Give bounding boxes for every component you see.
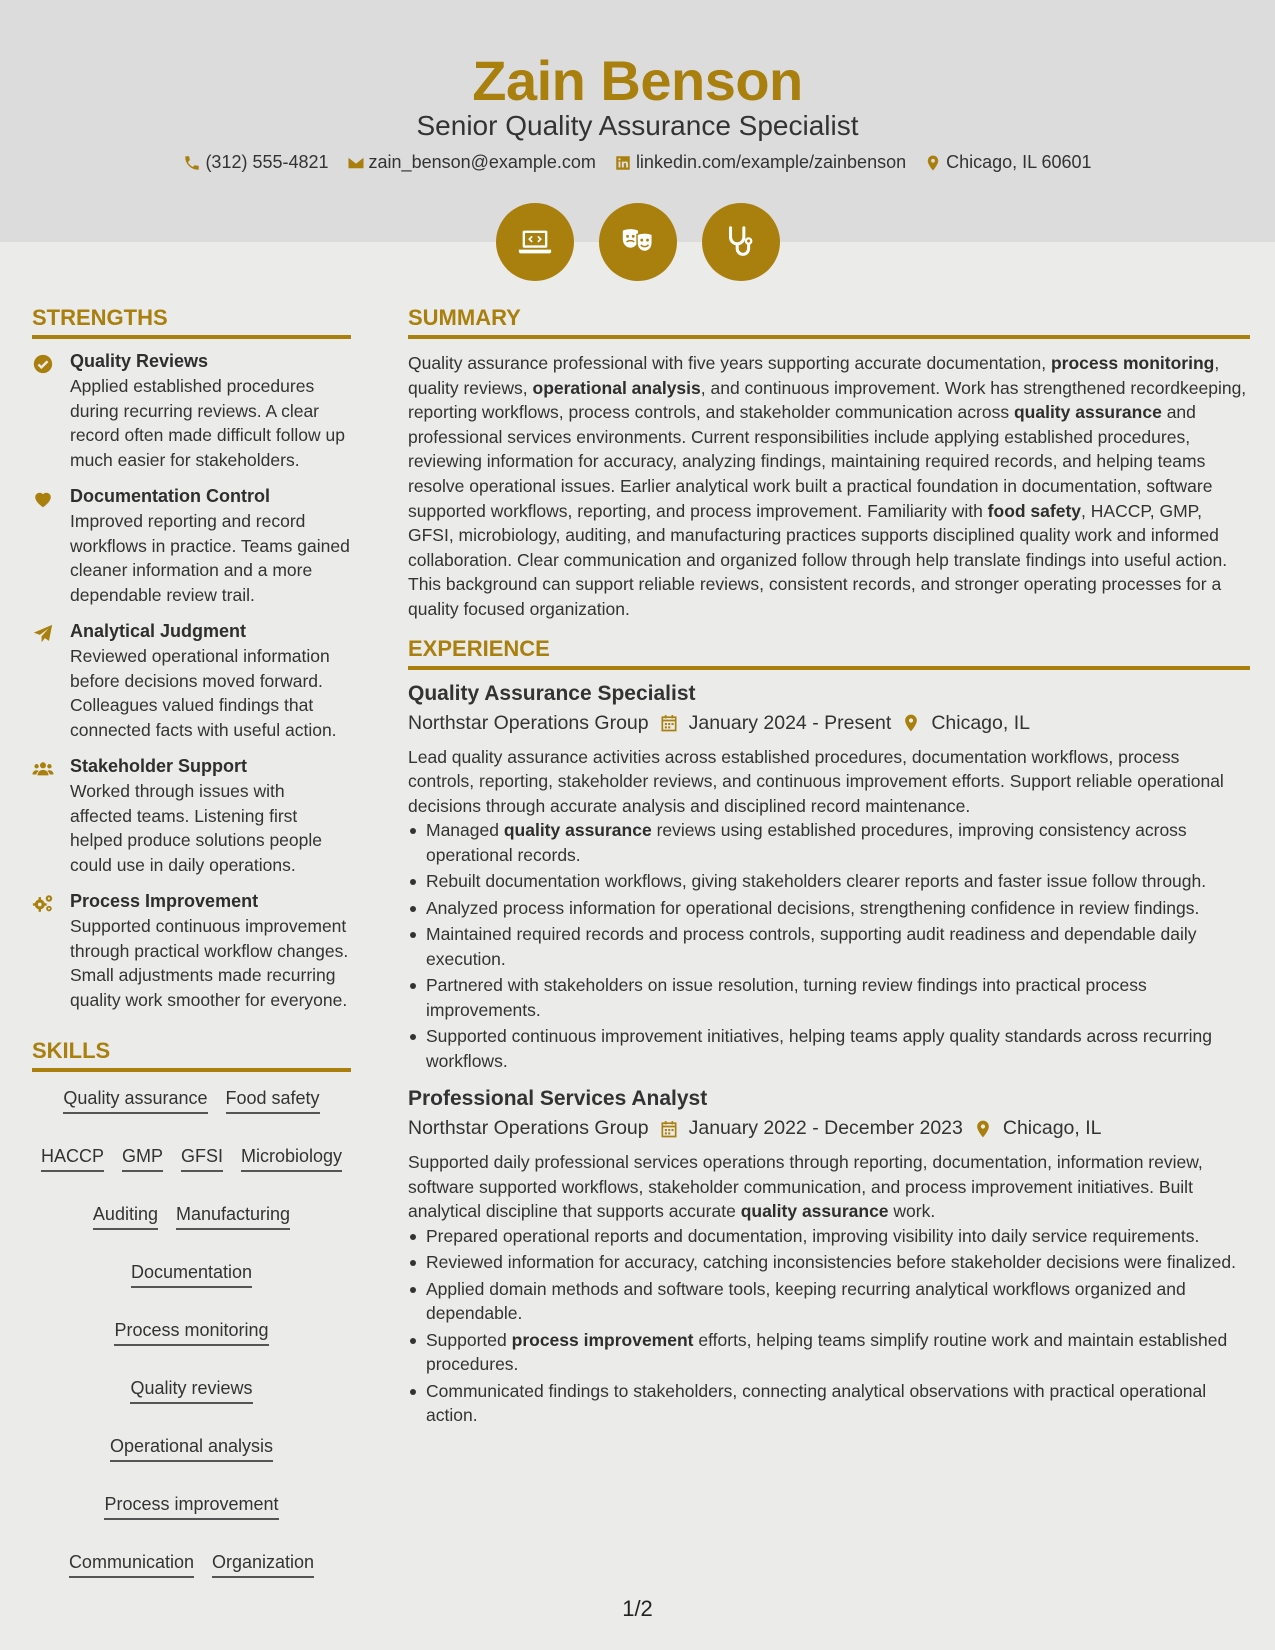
job-dates: January 2022 - December 2023 (688, 1117, 963, 1140)
job-bullet-segment: Rebuilt documentation workflows, giving stakeholders clearer reports and faster issue follow through. (426, 871, 1207, 892)
skills-list (32, 1084, 351, 1578)
job-bullet (408, 973, 1250, 1022)
summary-keyword: food safety (987, 500, 1082, 521)
location-pin-icon (901, 713, 921, 733)
summary-keyword: quality assurance (1013, 402, 1162, 423)
left-column (32, 305, 351, 1578)
skill-tag: Quality assurance (63, 1088, 207, 1114)
strengths-heading: STRENGTHS (32, 305, 351, 339)
strength-item (32, 351, 351, 472)
job-bullet (408, 1250, 1250, 1275)
check-circle-icon (32, 353, 54, 375)
linkedin-icon (614, 154, 632, 172)
phone-icon (183, 154, 201, 172)
job-bullet-segment: Partnered with stakeholders on issue resolution, turning review findings into practical process improvements. (426, 975, 1147, 1020)
candidate-role: Senior Quality Assurance Specialist (416, 110, 859, 141)
job-bullet (408, 818, 1250, 867)
skill-tag: Auditing (93, 1204, 158, 1230)
job-title: Professional Services Analyst (408, 1087, 708, 1111)
job-dates: January 2024 - Present (688, 711, 892, 734)
job-meta (408, 1117, 1250, 1140)
summary-segment: Quality assurance professional with five years supporting accurate documentation, (408, 353, 1051, 373)
summary-segment: and professional services environments. Current responsibilities include applying established procedures, reviewing information for accuracy, analyzing findings, maintaining required records, and helping teams resolve operational issues. Earlier analytical work built a practical foundation in documentation, software supported workflows, reporting, and process improvement. Familiarity with (408, 402, 1213, 521)
skill-tag: Communication (69, 1552, 194, 1578)
contact-location (924, 152, 1091, 173)
job-bullet-keyword: process improvement (511, 1329, 694, 1350)
skill-tag: HACCP (41, 1146, 104, 1172)
job-description (408, 745, 1250, 819)
job-bullet-segment: Communicated findings to stakeholders, connecting analytical observations with practical operational action. (426, 1380, 1207, 1426)
experience-list (408, 682, 1250, 1428)
strength-item (32, 486, 351, 607)
contact-phone[interactable] (183, 152, 328, 173)
job-company: Northstar Operations Group (408, 1117, 649, 1140)
job-bullet-segment: Supported continuous improvement initiatives, helping teams apply quality standards across recurring workflows. (426, 1026, 1212, 1071)
right-column (408, 305, 1250, 1442)
interest-badges (0, 203, 1275, 281)
heart-icon (32, 488, 54, 510)
job-bullet (408, 1379, 1250, 1428)
candidate-name: Zain Benson (472, 49, 803, 112)
summary-keyword: operational analysis (532, 377, 701, 398)
strength-title: Documentation Control (70, 486, 270, 506)
job-description-segment: Lead quality assurance activities across established procedures, documentation workflows, process controls, reporting, stakeholder reviews, and continuous improvement efforts. Support reliable operational decisions through accurate analysis and disciplined record maintenance. (408, 746, 1224, 816)
job-bullet (408, 1224, 1250, 1249)
strength-title: Quality Reviews (70, 351, 209, 371)
summary-keyword: process monitoring (1050, 353, 1215, 373)
skill-tag: Process monitoring (114, 1320, 268, 1346)
job-entry (408, 682, 1250, 1074)
stethoscope-icon (722, 223, 760, 261)
job-bullets (408, 818, 1250, 1073)
job-description-segment: Supported daily professional services operations through reporting, documentation, information review, software supported workflows, stakeholder communication, and process improvement initiatives. Built analytical discipline that supports accurate (408, 1152, 1203, 1222)
laptop-code-icon (516, 223, 554, 261)
contact-bar (0, 152, 1275, 173)
job-bullet-keyword: quality assurance (503, 820, 652, 841)
job-bullets (408, 1224, 1250, 1428)
job-bullet (408, 1277, 1250, 1326)
job-description (408, 1150, 1250, 1224)
job-bullet (408, 869, 1250, 894)
contact-location-text: Chicago, IL 60601 (946, 152, 1092, 172)
job-bullet-segment: Maintained required records and process controls, supporting audit readiness and dependable daily execution. (426, 924, 1197, 969)
skill-tag: Process improvement (104, 1494, 278, 1520)
skill-tag: GMP (122, 1146, 163, 1172)
contact-phone-text: (312) 555-4821 (205, 152, 329, 172)
strength-text: Improved reporting and record workflows in practice. Teams gained cleaner information and a more dependable review trail. (70, 511, 350, 605)
job-bullet (408, 922, 1250, 971)
strength-item (32, 756, 351, 877)
skill-tag: Documentation (131, 1262, 252, 1288)
strength-text: Reviewed operational information before decisions moved forward. Colleagues valued findings that connected facts with useful action. (70, 646, 337, 740)
job-bullet-segment: reviews using established procedures, improving consistency across operational records. (426, 820, 1187, 865)
job-bullet-segment: Prepared operational reports and documentation, improving visibility into daily service requirements. (426, 1225, 1200, 1246)
job-meta (408, 712, 1250, 735)
skills-heading: SKILLS (32, 1038, 351, 1072)
strength-text: Supported continuous improvement through practical workflow changes. Small adjustments made recurring quality work smoother for everyone. (70, 916, 349, 1010)
location-pin-icon (924, 154, 942, 172)
job-bullet-segment: efforts, helping teams simplify routine work and maintain established procedures. (426, 1329, 1228, 1375)
job-bullet-segment: Reviewed information for accuracy, catching inconsistencies before stakeholder decisions were finalized. (426, 1252, 1236, 1273)
job-bullet-segment: Supported (426, 1329, 512, 1350)
theater-masks-icon (619, 223, 657, 261)
skill-tag: Operational analysis (110, 1436, 273, 1462)
strength-text: Applied established procedures during recurring reviews. A clear record often made difficult follow up much easier for stakeholders. (70, 376, 345, 470)
envelope-icon (347, 154, 365, 172)
job-bullet (408, 896, 1250, 921)
strength-title: Analytical Judgment (70, 621, 247, 641)
job-bullet (408, 1328, 1250, 1377)
calendar-icon (659, 713, 679, 733)
job-bullet-segment: Applied domain methods and software tools, keeping recurring analytical workflows organized and dependable. (426, 1278, 1186, 1324)
experience-heading: EXPERIENCE (408, 636, 1250, 670)
contact-linkedin-text: linkedin.com/example/zainbenson (635, 152, 907, 172)
strength-item (32, 891, 351, 1012)
strength-text: Worked through issues with affected teams. Listening first helped produce solutions people could use in daily operations. (70, 781, 322, 875)
skill-tag: GFSI (181, 1146, 223, 1172)
summary-segment: , HACCP, GMP, GFSI, microbiology, auditing, and manufacturing practices supports disciplined quality work and informed collaboration. Clear communication and organized follow through help translate findings into useful action. This background can support reliable reviews, consistent records, and stronger operating processes for a quality focused organization. (408, 500, 1228, 619)
job-bullet-segment: Managed (426, 820, 504, 841)
badge-masks (599, 203, 677, 281)
job-entry (408, 1087, 1250, 1428)
job-title: Quality Assurance Specialist (408, 681, 696, 705)
badge-stethoscope (702, 203, 780, 281)
job-bullet (408, 1024, 1250, 1073)
job-location: Chicago, IL (931, 711, 1030, 734)
skill-tag: Quality reviews (130, 1378, 252, 1404)
users-icon (32, 758, 54, 780)
job-company: Northstar Operations Group (408, 711, 649, 734)
contact-email[interactable] (347, 152, 596, 173)
job-description-segment: work. (888, 1201, 936, 1222)
contact-email-text: zain_benson@example.com (368, 152, 596, 172)
strength-title: Process Improvement (70, 891, 259, 911)
contact-linkedin[interactable] (614, 152, 906, 173)
calendar-icon (659, 1119, 679, 1139)
page-number: 1/2 (622, 1596, 653, 1621)
cogs-icon (32, 893, 54, 915)
badge-laptop (496, 203, 574, 281)
job-description-keyword: quality assurance (740, 1201, 889, 1222)
skill-tag: Manufacturing (176, 1204, 290, 1230)
paper-plane-icon (32, 623, 54, 645)
location-pin-icon (973, 1119, 993, 1139)
job-bullet-segment: Analyzed process information for operational decisions, strengthening confidence in review findings. (426, 897, 1200, 918)
summary-heading: SUMMARY (408, 305, 1250, 339)
skill-tag: Food safety (226, 1088, 320, 1114)
summary-segment: , quality reviews, (408, 353, 1220, 398)
strength-item (32, 621, 351, 742)
skill-tag: Microbiology (241, 1146, 342, 1172)
job-location: Chicago, IL (1002, 1117, 1102, 1140)
strength-title: Stakeholder Support (70, 756, 248, 776)
summary-segment: , and continuous improvement. Work has strengthened recordkeeping, reporting workflows, process controls, and stakeholder communication across (408, 377, 1247, 423)
summary-text (408, 351, 1250, 622)
skill-tag: Organization (212, 1552, 314, 1578)
